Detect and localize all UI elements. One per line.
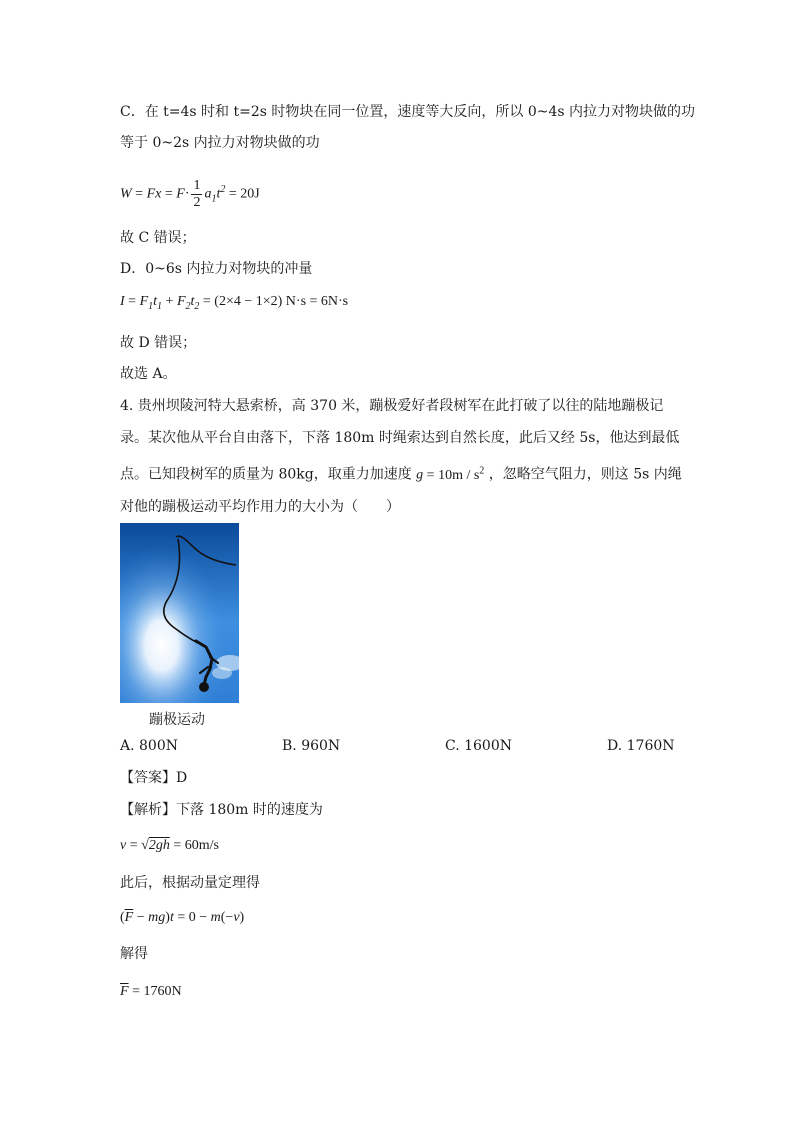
analysis-line: 【解析】下落 180m 时的速度为 bbox=[120, 802, 323, 818]
q4-line-3-text: 点。已知段树军的质量为 80kg，取重力加速度 bbox=[120, 466, 412, 483]
c-option-line-1: C．在 t=4s 时和 t=2s 时物块在同一位置，速度等大反向，所以 0~4s 内拉力对物块做的功 bbox=[120, 104, 696, 120]
d-conclusion: 故 D 错误； bbox=[120, 335, 197, 351]
impulse-formula: $I = F_1t_1 + F_2t_2 = (2\times 4 - 1\times 2) N\cdot s = 6N\cdot s$ bbox=[120, 294, 349, 312]
option-c: C. 1600N bbox=[445, 738, 512, 754]
q4-line-4: 对他的蹦极运动平均作用力的大小为（ ） bbox=[120, 499, 400, 515]
option-b: B. 960N bbox=[282, 738, 341, 754]
option-a: A. 800N bbox=[120, 738, 178, 754]
d-option: D．0~6s 内拉力对物块的冲量 bbox=[120, 261, 313, 277]
c-option-line-2: 等于 0~2s 内拉力对物块做的功 bbox=[120, 135, 320, 151]
momentum-formula: $(\overline{F} - mg)t = 0 - m(-v)$ bbox=[120, 910, 245, 925]
work-formula: W = Fx = F· $\frac{1}{2}$ $a_1t^2 = 20J$ bbox=[120, 177, 260, 210]
result-formula: $\overline{F} = 1760N$ bbox=[120, 984, 182, 999]
bungee-image bbox=[120, 523, 239, 703]
velocity-formula: v = √2gh = 60m/s bbox=[120, 838, 219, 853]
g-formula: $g = 10m / s^2$ bbox=[416, 465, 485, 483]
q4-line-1: 4. 贵州坝陵河特大悬索桥，高 370 米，蹦极爱好者段树军在此打破了以往的陆地蹦极记 bbox=[120, 398, 664, 414]
after-line: 此后，根据动量定理得 bbox=[120, 875, 260, 891]
answer-line: 【答案】D bbox=[120, 770, 188, 786]
figure-caption: 蹦极运动 bbox=[149, 712, 205, 728]
q4-line-3 bbox=[120, 461, 682, 486]
q4-line-3-tail: ，忽略空气阻力，则这 5s 内绳 bbox=[488, 466, 682, 483]
c-conclusion: 故 C 错误； bbox=[120, 230, 196, 246]
solve-line: 解得 bbox=[120, 946, 148, 962]
choose-answer: 故选 A。 bbox=[120, 366, 177, 382]
option-d: D. 1760N bbox=[607, 738, 675, 754]
q4-line-2: 录。某次他从平台自由落下，下落 180m 时绳索达到自然长度，此后又经 5s，他达到最低 bbox=[120, 430, 680, 446]
